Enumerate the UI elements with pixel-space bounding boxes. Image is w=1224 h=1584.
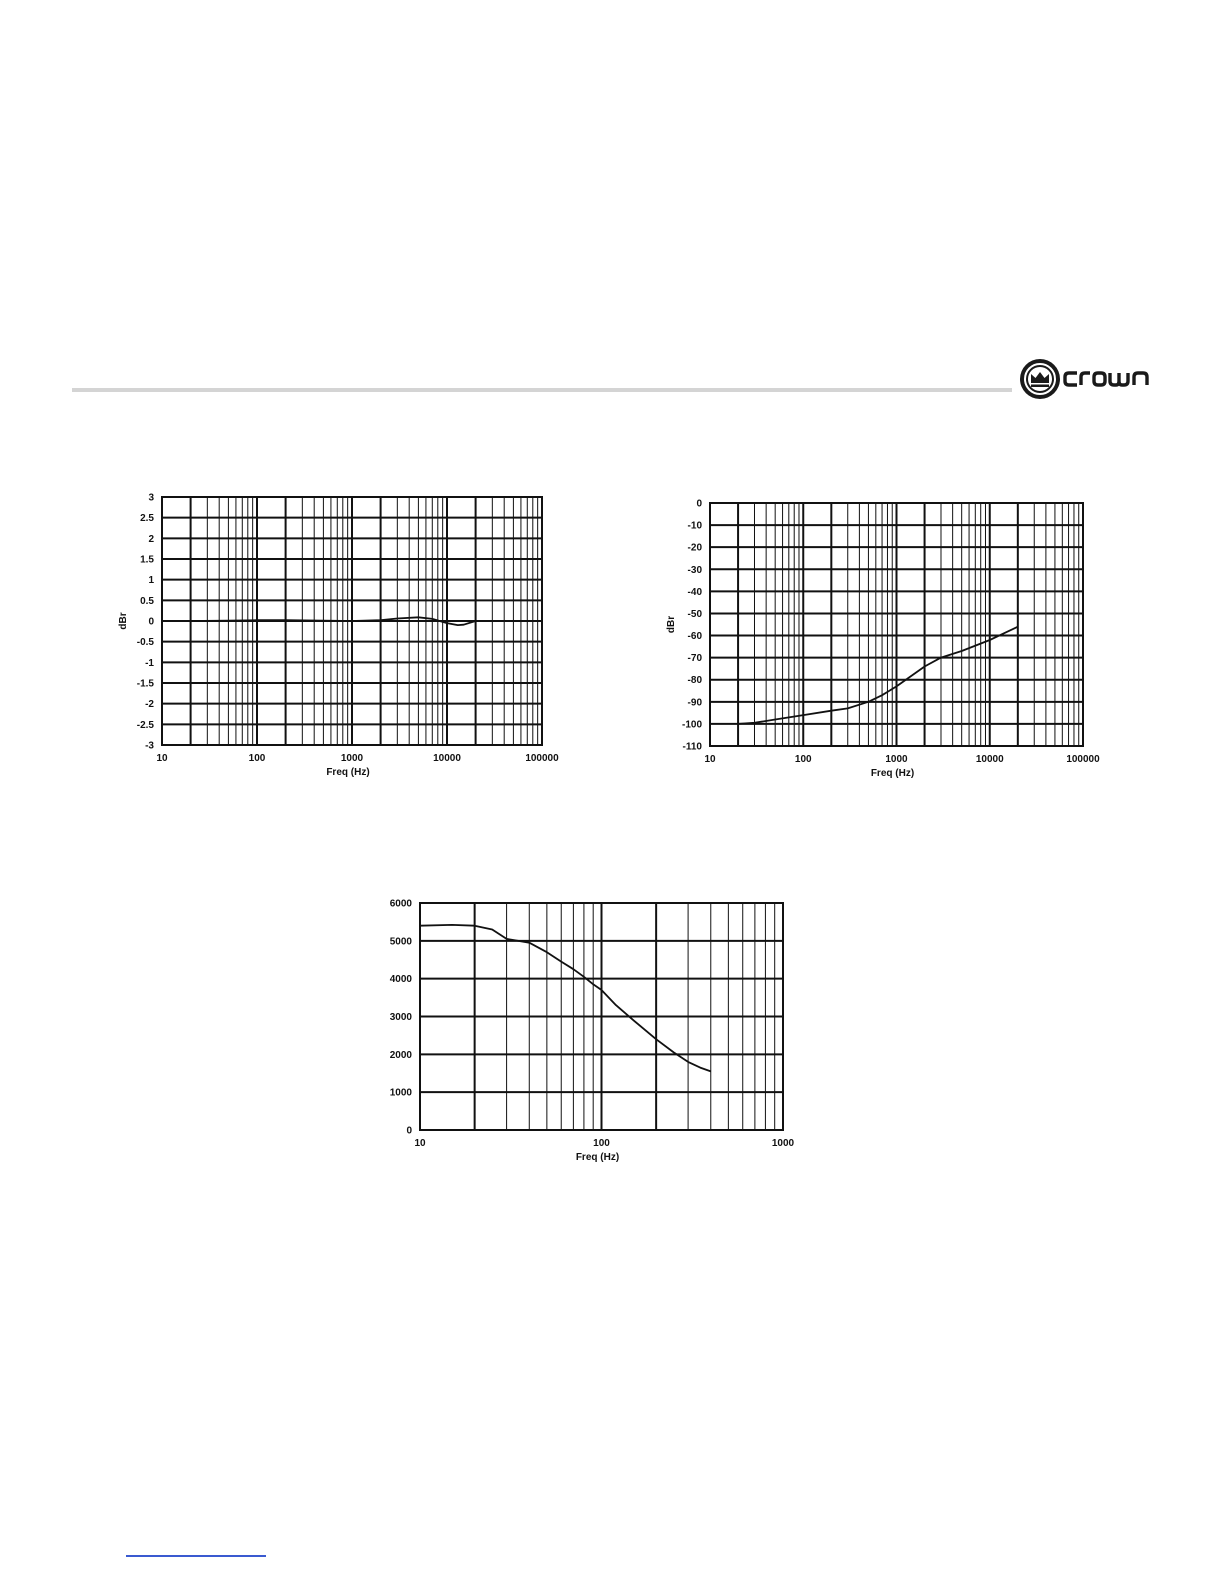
y-tick-label: -20 xyxy=(687,542,702,554)
x-tick-label: 100 xyxy=(794,754,812,765)
y-tick-label: -2.5 xyxy=(136,719,154,731)
y-tick-label: -50 xyxy=(687,608,702,620)
y-tick-label: -1 xyxy=(145,657,154,669)
y-tick-label: -40 xyxy=(687,586,702,598)
y-tick-label: 3 xyxy=(148,492,154,504)
series-line xyxy=(420,925,711,1072)
y-tick-label: -100 xyxy=(681,719,702,731)
y-tick-label: 2.5 xyxy=(140,513,154,525)
x-tick-label: 1000 xyxy=(340,753,364,764)
y-tick-label: 1000 xyxy=(389,1087,412,1099)
x-tick-label: 100 xyxy=(248,753,266,764)
y-tick-label: 5000 xyxy=(389,936,412,948)
y-tick-label: -90 xyxy=(687,697,702,709)
x-tick-label: 10 xyxy=(156,753,168,764)
y-tick-label: 0 xyxy=(696,498,702,510)
y-tick-label: -3 xyxy=(145,740,154,752)
footer-link-underline[interactable] xyxy=(126,1555,266,1557)
y-tick-label: 2 xyxy=(148,533,154,545)
y-tick-label: 6000 xyxy=(389,898,412,910)
crown-logo xyxy=(1018,356,1168,402)
y-tick-label: -60 xyxy=(687,631,702,643)
y-tick-label: 0 xyxy=(406,1125,412,1137)
crosstalk-chart xyxy=(650,490,1110,790)
x-tick-label: 1000 xyxy=(885,754,908,765)
y-tick-label: -110 xyxy=(682,741,702,753)
y-axis-label: dBr xyxy=(118,612,129,630)
y-tick-label: -2 xyxy=(145,699,154,711)
crown-emblem-icon xyxy=(1020,359,1060,399)
x-tick-label: 10000 xyxy=(433,753,461,764)
y-tick-label: 2000 xyxy=(389,1049,412,1061)
y-tick-label: -1.5 xyxy=(136,678,154,690)
x-axis-label: Freq (Hz) xyxy=(870,768,915,779)
x-tick-label: 100000 xyxy=(1066,754,1100,765)
y-tick-label: -0.5 xyxy=(136,637,154,649)
x-tick-label: 10000 xyxy=(975,754,1004,765)
x-axis-label: Freq (Hz) xyxy=(575,1152,620,1163)
damping-factor-chart xyxy=(370,890,800,1170)
y-tick-label: 4000 xyxy=(389,974,412,986)
y-tick-label: 1 xyxy=(148,575,154,587)
x-tick-label: 10 xyxy=(414,1138,426,1149)
y-tick-label: -10 xyxy=(687,520,702,532)
x-tick-label: 1000 xyxy=(771,1138,795,1149)
y-tick-label: -80 xyxy=(687,675,702,687)
header-rule xyxy=(72,388,1012,392)
x-tick-label: 10 xyxy=(704,754,716,765)
y-axis-label: dBr xyxy=(666,615,677,634)
frequency-response-chart xyxy=(100,486,559,786)
x-axis-label: Freq (Hz) xyxy=(326,767,370,778)
x-tick-label: 100 xyxy=(593,1138,610,1149)
series-line xyxy=(738,627,1018,724)
y-tick-label: -70 xyxy=(687,653,702,665)
crown-wordmark xyxy=(1065,373,1147,385)
y-tick-label: 3000 xyxy=(389,1012,412,1023)
y-tick-label: 0 xyxy=(148,616,154,628)
y-tick-label: 1.5 xyxy=(140,554,154,566)
y-tick-label: 0.5 xyxy=(140,595,154,607)
y-tick-label: -30 xyxy=(687,564,702,576)
x-tick-label: 100000 xyxy=(525,753,559,764)
